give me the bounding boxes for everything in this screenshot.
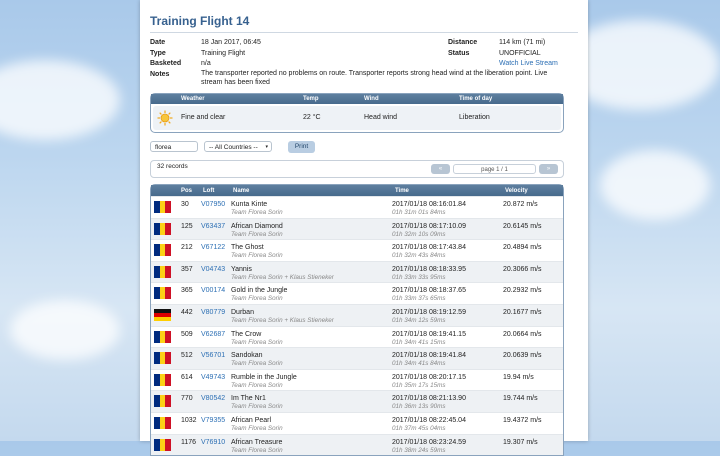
results-table [150,184,564,456]
status-value: UNOFFICIAL [499,49,541,57]
flight-duration: 01h 34m 41s 15ms [392,338,446,346]
weather-row [153,106,561,130]
loft-link[interactable]: V79355 [201,416,226,424]
pigeon-name: Kunta Kinte [231,201,268,208]
arrival-time: 2017/01/18 08:19:41.84 [392,352,466,360]
prev-page-button[interactable]: « [431,164,450,174]
table-row[interactable] [151,218,563,240]
flight-duration: 01h 37m 45s 04ms [392,424,446,432]
pigeon-name: African Pearl [231,416,272,424]
velocity-cell: 19.744 m/s [503,395,538,403]
arrival-time: 2017/01/18 08:19:41.15 [392,330,466,338]
table-row[interactable] [151,347,563,369]
pos-cell: 212 [181,244,193,252]
table-row[interactable] [151,304,563,326]
romania-flag-icon [154,266,171,278]
pos-cell: 1176 [181,438,197,446]
pos-cell: 509 [181,330,193,338]
distance-value: 114 km (71 mi) [499,39,546,46]
loft-link[interactable]: V76910 [201,438,226,446]
flight-duration: 01h 32m 10s 09ms [392,230,446,238]
romania-flag-icon [154,201,171,213]
background-cloud [10,300,120,360]
pigeon-name: Yannis [231,265,252,273]
pigeon-name: The Crow [231,330,262,338]
watch-live-stream-link[interactable]: Watch Live Stream [499,60,558,67]
pos-cell: 770 [181,395,193,403]
pigeon-name: African Diamond [231,222,283,230]
pigeon-name: The Ghost [231,244,264,252]
flight-duration: 01h 35m 17s 15ms [392,381,446,389]
loft-link[interactable]: V49743 [201,373,226,381]
table-row[interactable] [151,390,563,412]
weather-col-header: Weather [181,96,205,102]
name-col-header[interactable]: Name [233,188,250,194]
distance-label: Distance [448,39,478,46]
flight-duration: 01h 38m 24s 59ms [392,446,446,454]
country-select-value: -- All Countries -- [209,144,258,151]
flight-duration: 01h 34m 12s 59ms [392,316,446,324]
team-name: Team Florea Sorin [231,295,283,303]
team-name: Team Florea Sorin [231,230,283,238]
romania-flag-icon [154,374,171,386]
type-value: Training Flight [201,49,246,57]
arrival-time: 2017/01/18 08:23:24.59 [392,438,466,446]
velocity-cell: 20.0664 m/s [503,330,542,338]
table-body [151,196,563,455]
romania-flag-icon [154,395,171,407]
table-row[interactable] [151,282,563,304]
pigeon-name: Gold in the Jungle [231,287,288,295]
romania-flag-icon [154,417,171,429]
pos-cell: 512 [181,352,193,360]
weather-value: Fine and clear [181,114,226,121]
table-row[interactable] [151,412,563,434]
pager-bar [150,160,564,178]
arrival-time: 2017/01/18 08:20:17.15 [392,373,466,381]
page-title: Training Flight 14 [150,14,578,33]
romania-flag-icon [154,352,171,364]
loft-link[interactable]: V00174 [201,287,226,295]
time-of-day-col-header: Time of day [459,96,493,102]
velocity-cell: 19.4372 m/s [503,416,542,424]
sun-icon [157,110,173,126]
pos-col-header[interactable]: Pos [181,188,193,194]
wind-value: Head wind [364,114,398,121]
pigeon-name: African Treasure [231,438,283,446]
romania-flag-icon [154,244,171,256]
velocity-cell: 20.3066 m/s [503,265,542,273]
info-labels-left [150,38,181,80]
wind-col-header: Wind [364,96,379,102]
table-row[interactable] [151,326,563,348]
romania-flag-icon [154,331,171,343]
pos-cell: 30 [181,201,189,208]
flight-panel [140,0,588,454]
info-values-right [499,38,558,70]
pos-cell: 365 [181,287,193,295]
team-name: Team Florea Sorin [231,446,283,454]
romania-flag-icon [154,439,171,451]
team-name: Team Florea Sorin [231,424,283,432]
pos-cell: 125 [181,222,193,230]
velocity-cell: 20.6145 m/s [503,222,542,230]
arrival-time: 2017/01/18 08:19:12.59 [392,308,466,316]
flight-duration: 01h 33m 33s 95ms [392,273,446,281]
next-page-button[interactable]: » [539,164,558,174]
background-cloud [0,60,120,140]
table-row[interactable] [151,239,563,261]
velocity-cell: 20.0639 m/s [503,352,542,360]
pos-cell: 1032 [181,416,197,424]
romania-flag-icon [154,223,171,235]
table-row[interactable] [151,261,563,283]
germany-flag-icon [154,309,171,321]
page-input[interactable]: page 1 / 1 [453,164,536,174]
table-row[interactable] [151,196,563,218]
pigeon-name: Sandokan [231,352,263,360]
team-name: Team Florea Sorin [231,360,283,368]
loft-link[interactable]: V07950 [201,201,226,208]
loft-link[interactable]: V62687 [201,330,226,338]
romania-flag-icon [154,287,171,299]
team-name: Team Florea Sorin [231,381,283,389]
table-header [151,185,563,196]
loft-col-header[interactable]: Loft [203,188,215,194]
type-label: Type [150,49,166,57]
team-name: Team Florea Sorin [231,403,283,411]
print-button[interactable]: Print [288,141,315,153]
time-col-header[interactable]: Time [395,188,409,194]
loft-link[interactable]: V80779 [201,308,226,316]
basketed-value: n/a [201,60,211,67]
pos-cell: 442 [181,308,193,316]
loft-link[interactable]: V80542 [201,395,226,403]
weather-header [151,94,563,104]
weather-box [150,93,564,133]
country-select[interactable] [204,141,272,152]
loft-link[interactable]: V56701 [201,352,226,360]
loft-link[interactable]: V63437 [201,222,226,230]
info-labels-right [448,38,477,59]
velocity-cell: 20.1677 m/s [503,308,542,316]
velocity-cell: 19.94 m/s [503,373,534,381]
loft-link[interactable]: V67122 [201,244,226,252]
pigeon-name: Rumble in the Jungle [231,373,297,381]
date-value: 18 Jan 2017, 06:45 [201,39,261,46]
temp-value: 22 °C [303,114,321,121]
records-count: 32 records [157,163,188,170]
team-name: Team Florea Sorin [231,209,283,216]
flight-duration: 01h 31m 01s 84ms [392,209,446,216]
flight-duration: 01h 32m 43s 84ms [392,252,446,260]
arrival-time: 2017/01/18 08:18:37.65 [392,287,466,295]
info-values-left [201,38,261,70]
arrival-time: 2017/01/18 08:18:33.95 [392,265,466,273]
table-row[interactable] [151,434,563,456]
basketed-label: Basketed [150,60,182,67]
velocity-cell: 20.872 m/s [503,201,538,208]
pigeon-name: Im The Nr1 [231,395,266,403]
chevron-down-icon: ▾ [265,144,268,150]
velocity-col-header[interactable]: Velocity [505,188,528,194]
arrival-time: 2017/01/18 08:22:45.04 [392,416,466,424]
team-name: Team Florea Sorin + Klaus Stieneker [231,316,334,324]
team-name: Team Florea Sorin [231,252,283,260]
team-name: Team Florea Sorin [231,338,283,346]
loft-link[interactable]: V04743 [201,265,226,273]
velocity-cell: 20.2932 m/s [503,287,542,295]
arrival-time: 2017/01/18 08:21:13.90 [392,395,466,403]
flight-duration: 01h 34m 41s 84ms [392,360,446,368]
pos-cell: 614 [181,373,193,381]
temp-col-header: Temp [303,96,319,102]
arrival-time: 2017/01/18 08:16:01.84 [392,201,466,208]
search-input[interactable]: florea [150,141,198,152]
background-cloud [600,150,710,220]
notes-value: The transporter reported no problems on route. Transporter reports strong head wind at the liberation point. Live stream has been fixed [201,70,548,86]
velocity-cell: 20.4894 m/s [503,244,542,252]
arrival-time: 2017/01/18 08:17:43.84 [392,244,466,252]
flight-duration: 01h 33m 37s 65ms [392,295,446,303]
team-name: Team Florea Sorin + Klaus Stieneker [231,273,334,281]
velocity-cell: 19.307 m/s [503,438,538,446]
arrival-time: 2017/01/18 08:17:10.09 [392,222,466,230]
time-of-day-value: Liberation [459,114,490,121]
date-label: Date [150,39,166,46]
pos-cell: 357 [181,265,193,273]
pigeon-name: Durban [231,308,254,316]
table-row[interactable] [151,369,563,391]
status-label: Status [448,49,470,57]
flight-duration: 01h 36m 13s 90ms [392,403,446,411]
notes-label: Notes [150,70,170,78]
